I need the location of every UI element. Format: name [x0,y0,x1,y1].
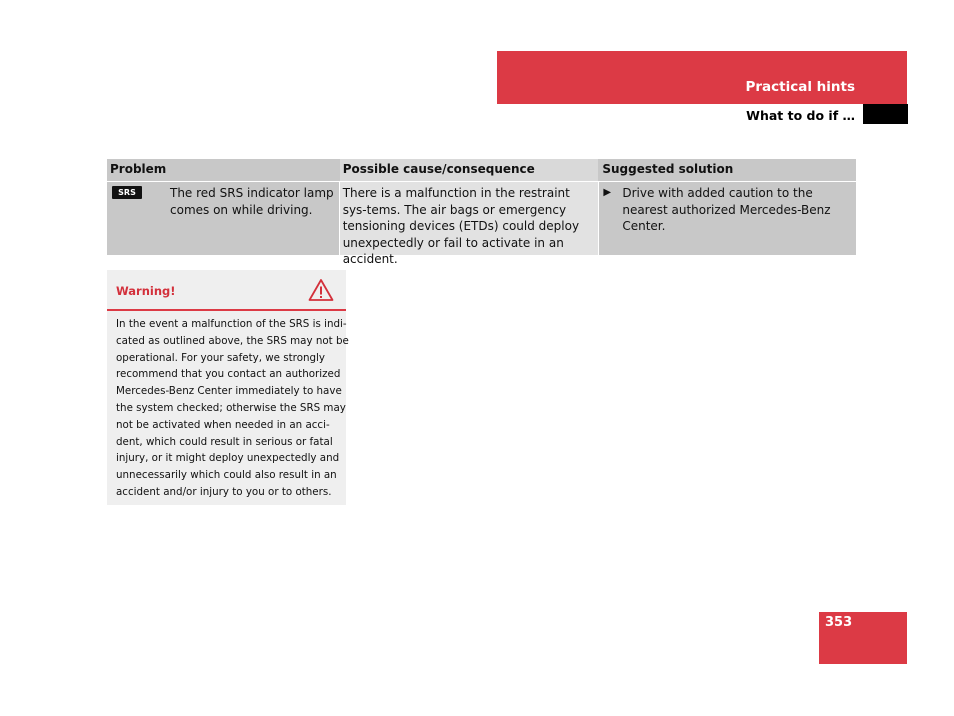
subsection-title: What to do if … [746,108,855,123]
solution-text: Drive with added caution to the nearest authorized Mercedes-Benz Center. [622,186,831,233]
troubleshooting-table [107,159,856,266]
page-number-box [819,612,907,664]
warning-line: accident and/or injury to you or to others. [116,485,332,498]
warning-line: the system checked; otherwise the SRS may [116,401,346,414]
warning-line: operational. For your safety, we strongly [116,351,326,364]
warning-label: Warning! [116,284,176,298]
header-band [497,51,907,104]
srs-indicator-icon: SRS [112,186,142,199]
warning-line: Mercedes-Benz Center immediately to have [116,385,342,398]
column-header-solution: Suggested solution [602,162,734,176]
table-row [107,182,856,266]
warning-line: injury, or it might deploy unexpectedly and [116,452,340,465]
warning-body [107,311,349,501]
solution-cell [599,182,856,255]
table-header-row [107,159,856,181]
warning-line: In the event a malfunction of the SRS is indi- [116,318,347,330]
chapter-tab-marker [863,104,908,124]
column-header-cause: Possible cause/consequence [340,159,599,181]
warning-line: unnecessarily which could also result in an [116,469,337,482]
problem-text: The red SRS indicator lamp comes on while driving. [170,186,334,217]
warning-line: recommend that you contact an authorized [116,368,341,381]
bullet-arrow-icon: ▶ [603,187,612,198]
column-header-problem: Problem [110,162,167,176]
section-title: Practical hints [745,79,855,95]
cause-cell: There is a malfunction in the restraint sys-tems. The air bags or emergency tensioning devices (ETDs) could deploy unexpectedly or fail to activate in an accident. [340,182,599,255]
warning-line: dent, which could result in serious or fatal [116,435,333,448]
page-number: 353 [825,615,853,630]
warning-header [107,270,346,311]
problem-cell [107,182,339,255]
warning-line: not be activated when needed in an acci- [116,418,330,431]
warning-box [107,270,349,505]
warning-triangle-icon [308,278,334,302]
warning-line: cated as outlined above, the SRS may not be [116,334,349,347]
